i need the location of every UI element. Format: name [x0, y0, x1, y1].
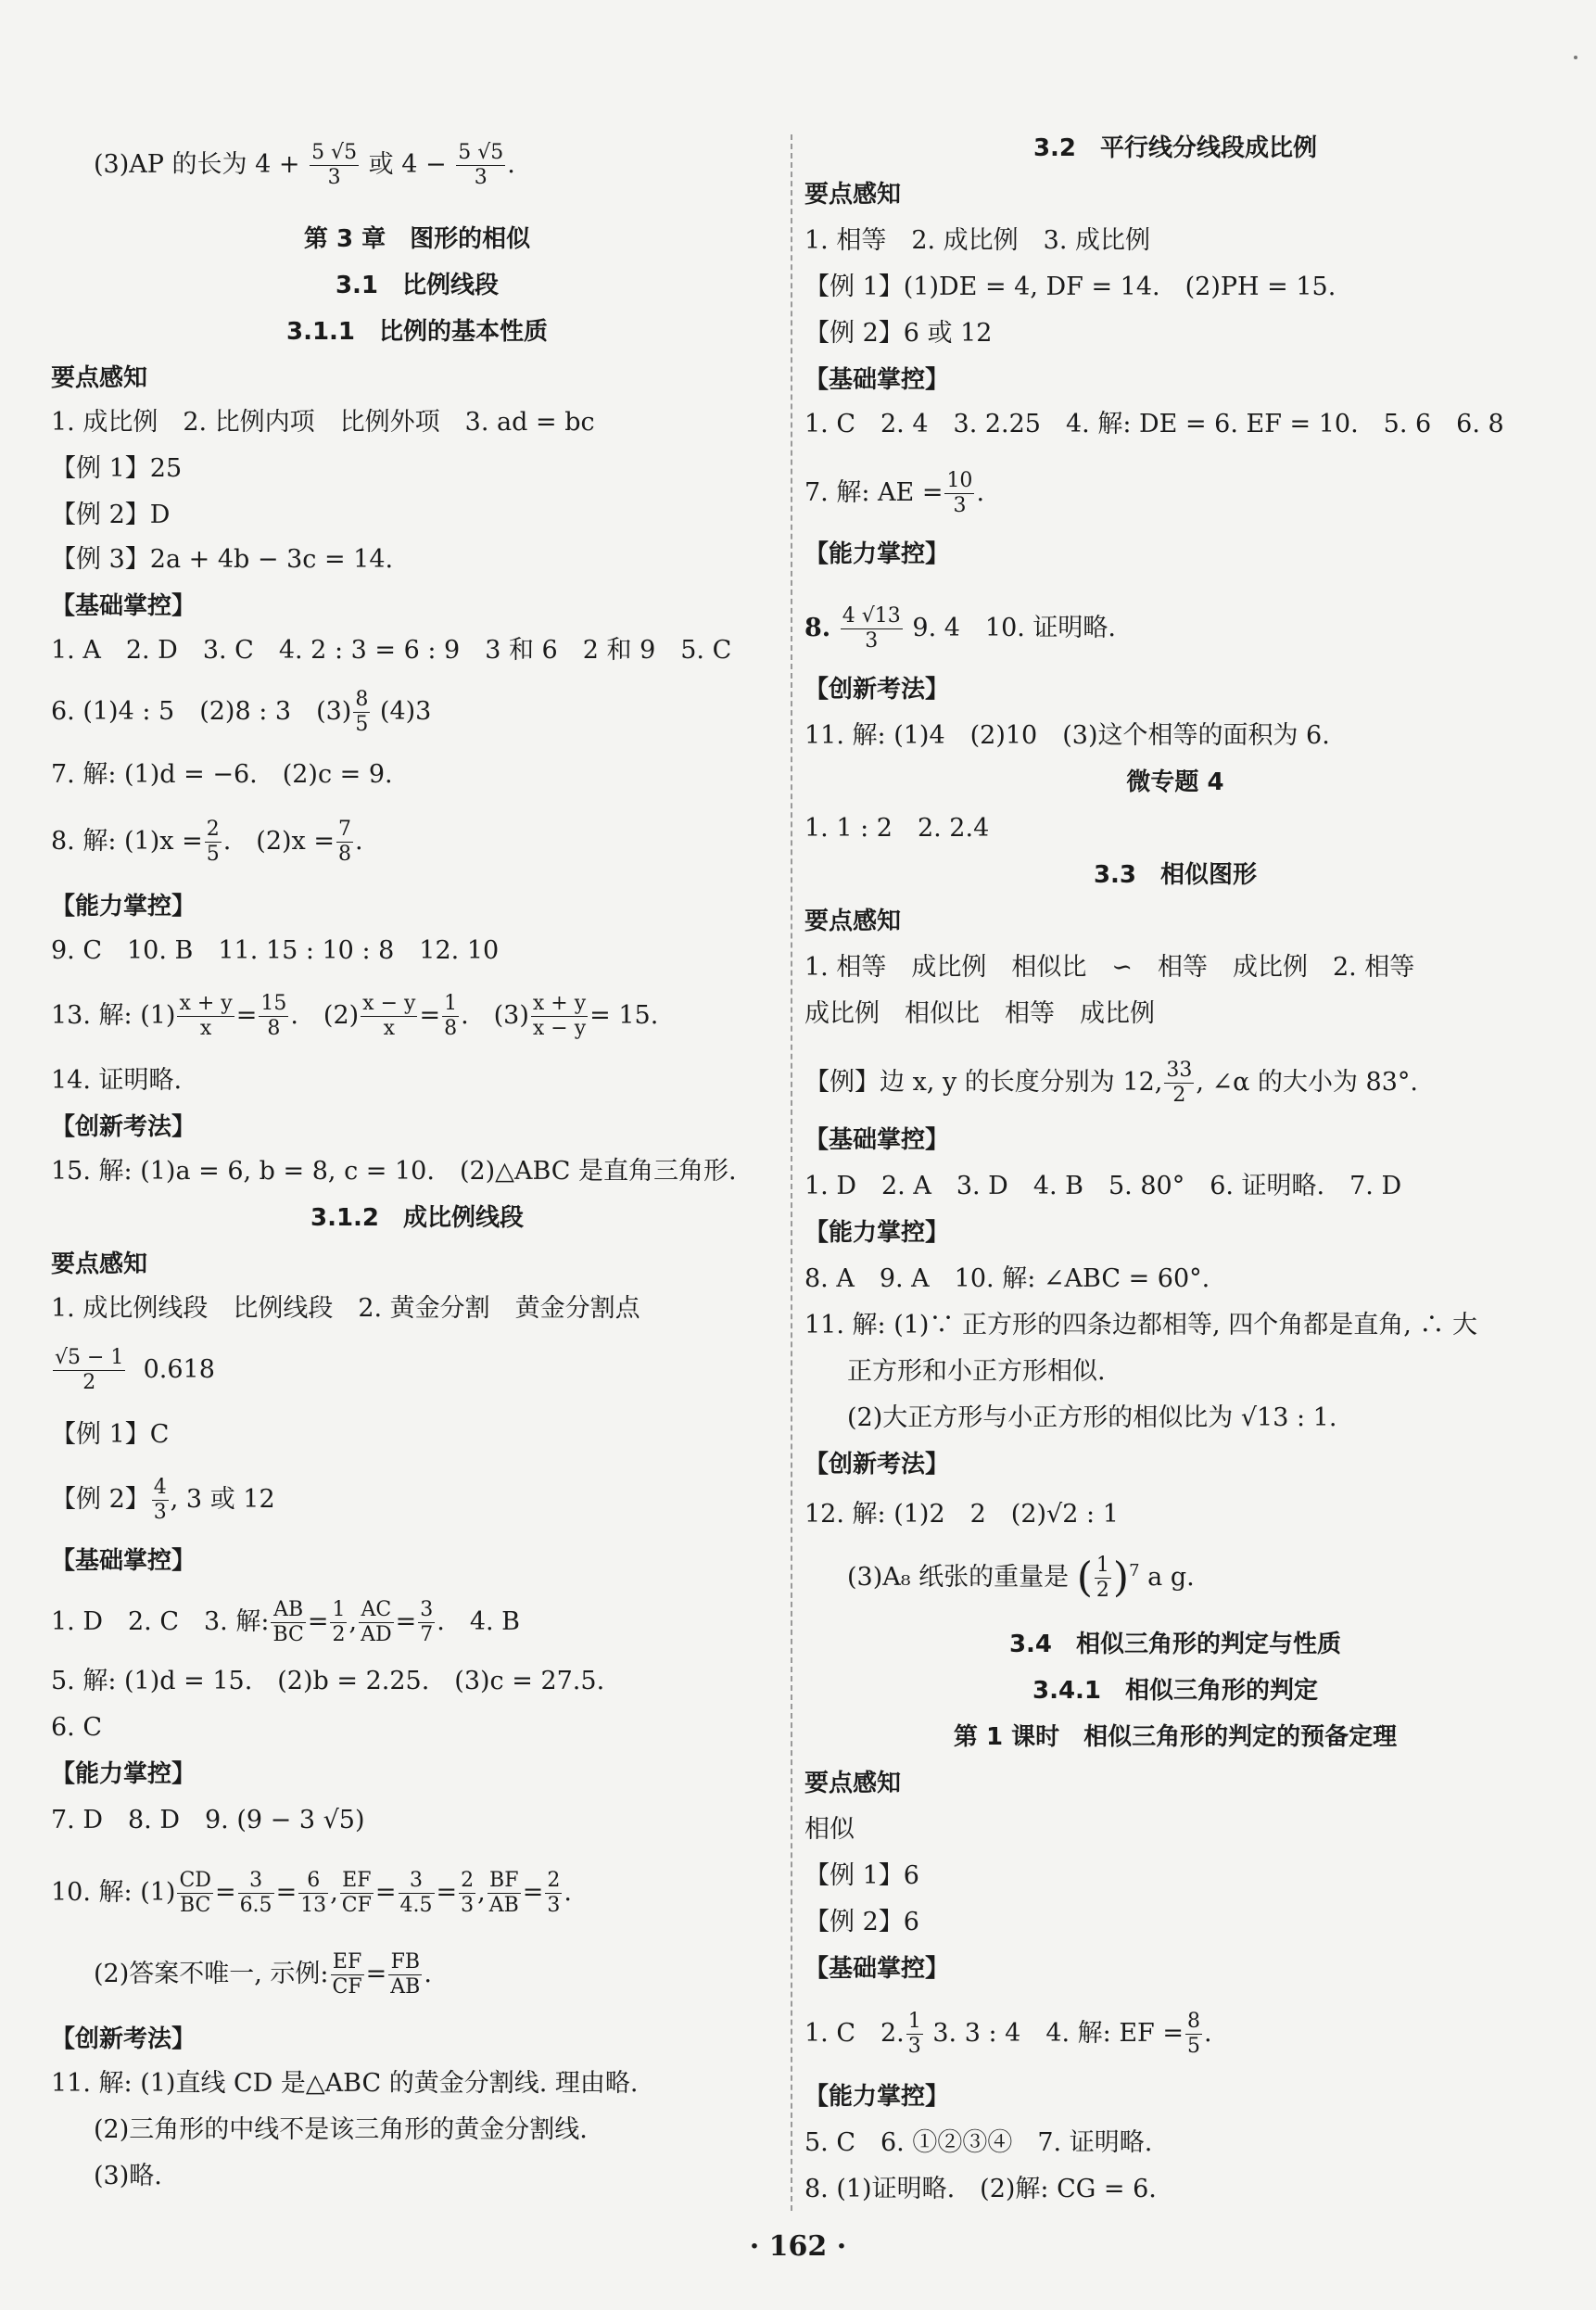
answer-line: 1. 成比例线段 比例线段 2. 黄金分割 黄金分割点: [51, 1294, 640, 1323]
heading-key-points: 要点感知: [51, 1250, 148, 1278]
answer-line: 10. 解: (1) $\frac{CD}{BC}$ = $\frac{3}{6.5}$ = $\frac{6}{13}$ , $\frac{EF}{CF}$ = $\frac{3}{4.5}$ = $\frac{2}{3}$ , $\frac{BF}{AB}$ = $\frac{2}{3}$ .: [51, 1869, 573, 1917]
answer-line: 相似: [804, 1815, 855, 1844]
answer-line: 5. C 6. ①②③④ 7. 证明略.: [804, 2128, 1153, 2157]
answer-line: 11. 解: (1)直线 CD 是△ABC 的黄金分割线. 理由略.: [51, 2069, 639, 2098]
heading-innovation: 【创新考法】: [51, 1113, 196, 1141]
answer-line: 1. 1 : 2 2. 2.4: [804, 814, 990, 843]
column-divider: [791, 134, 792, 2211]
heading-innovation: 【创新考法】: [51, 2025, 196, 2053]
answer-line: (3)A₈ 纸张的重量是 ( $\frac{1}{2}$ )$^7$ a g.: [847, 1554, 1195, 1602]
answer-line: 15. 解: (1)a = 6, b = 8, c = 10. (2)△ABC 是直角三角形.: [51, 1157, 737, 1186]
heading-ability: 【能力掌控】: [51, 1760, 196, 1788]
answer-line: 11. 解: (1)∵ 正方形的四条边都相等, 四个角都是直角, ∴ 大: [804, 1311, 1477, 1339]
answer-line: 8. (1)证明略. (2)解: CG = 6.: [804, 2175, 1157, 2203]
subsection-title: 3.4.1 相似三角形的判定: [1032, 1677, 1319, 1705]
heading-innovation: 【创新考法】: [804, 1451, 950, 1479]
answer-line: 1. D 2. A 3. D 4. B 5. 80° 6. 证明略. 7. D: [804, 1172, 1402, 1200]
answer-line: 6. C: [51, 1713, 103, 1742]
subsection-title: 3.1.1 比例的基本性质: [285, 318, 549, 346]
answer-line: 7. D 8. D 9. (9 − 3 √5): [51, 1806, 365, 1834]
heading-basic: 【基础掌控】: [804, 1126, 950, 1154]
answer-line: 8. A 9. A 10. 解: ∠ABC = 60°.: [804, 1264, 1210, 1293]
answer-line: 1. C 2. 4 3. 2.25 4. 解: DE = 6. EF = 10. 5. 6 6. 8: [804, 410, 1504, 438]
answer-line: 5. 解: (1)d = 15. (2)b = 2.25. (3)c = 27.5.: [51, 1667, 605, 1695]
answer-line: 1. A 2. D 3. C 4. 2 : 3 = 6 : 9 3 和 6 2 和 9 5. C: [51, 636, 732, 665]
heading-key-points: 要点感知: [804, 908, 902, 935]
subsection-title: 3.1.2 成比例线段: [310, 1204, 525, 1232]
answer-line: 8. $\frac{4 √13}{3}$ 9. 4 10. 证明略.: [804, 604, 1117, 653]
answer-line: 成比例 相似比 相等 成比例: [804, 999, 1155, 1028]
answer-line: 12. 解: (1)2 2 (2)√2 : 1: [804, 1500, 1119, 1529]
answer-line: (3)AP 的长为 4 + $\frac{5 √5}{3}$ 或 4 − $\frac{5 √5}{3}$ .: [94, 141, 515, 189]
section-title: 3.1 比例线段: [335, 272, 500, 299]
heading-key-points: 要点感知: [804, 181, 902, 209]
example-line: 【例 2】6 或 12: [804, 319, 993, 348]
answer-line: (3)略.: [94, 2162, 162, 2190]
example-line: 【例】边 x, y 的长度分别为 12, $\frac{33}{2}$ , ∠α 的大小为 83°.: [804, 1059, 1418, 1107]
answer-line: 7. 解: AE = $\frac{10}{3}$ .: [804, 469, 985, 517]
answer-line: (2)答案不唯一, 示例: $\frac{EF}{CF}$ = $\frac{FB}{AB}$ .: [94, 1950, 432, 1999]
answer-line: $\frac{√5 - 1}{2}$ 0.618: [55, 1346, 215, 1394]
answer-line: 14. 证明略.: [51, 1066, 183, 1095]
answer-line: 1. C 2. $\frac{1}{3}$ 3. 3 : 4 4. 解: EF = $\frac{8}{5}$ .: [804, 2010, 1212, 2058]
heading-basic: 【基础掌控】: [51, 592, 196, 620]
heading-innovation: 【创新考法】: [804, 676, 950, 704]
heading-key-points: 要点感知: [804, 1770, 902, 1797]
answer-line: 8. 解: (1)x = $\frac{2}{5}$ . (2)x = $\frac{7}{8}$ .: [51, 818, 363, 866]
example-line: 【例 2】 $\frac{4}{3}$ , 3 或 12: [51, 1476, 275, 1524]
answer-line: 9. C 10. B 11. 15 : 10 : 8 12. 10: [51, 936, 500, 965]
answer-line: 6. (1)4 : 5 (2)8 : 3 (3) $\frac{8}{5}$ (4)3: [51, 688, 432, 736]
heading-ability: 【能力掌控】: [804, 2083, 950, 2111]
scan-dot: [1574, 56, 1577, 59]
example-line: 【例 1】(1)DE = 4, DF = 14. (2)PH = 15.: [804, 273, 1336, 301]
example-line: 【例 2】6: [804, 1908, 919, 1936]
heading-basic: 【基础掌控】: [804, 1955, 950, 1983]
heading-key-points: 要点感知: [51, 364, 148, 392]
heading-ability: 【能力掌控】: [51, 893, 196, 920]
section-title: 3.4 相似三角形的判定与性质: [1008, 1631, 1342, 1658]
example-line: 【例 1】6: [804, 1861, 919, 1890]
example-line: 【例 2】D: [51, 501, 171, 529]
answer-line: 13. 解: (1) $\frac{x + y}{x}$ = $\frac{15}{8}$ . (2) $\frac{x - y}{x}$ = $\frac{1}{8}$ . (3) $\frac{x + y}{x - y}$ = 15.: [51, 992, 659, 1040]
section-title: 3.2 平行线分线段成比例: [1032, 134, 1318, 162]
answer-line: 1. 相等 成比例 相似比 ∽ 相等 成比例 2. 相等: [804, 953, 1415, 982]
heading-basic: 【基础掌控】: [51, 1547, 196, 1575]
page-number: · 162 ·: [749, 2230, 847, 2263]
answer-line: 正方形和小正方形相似.: [847, 1357, 1106, 1386]
chapter-title: 第 3 章 图形的相似: [303, 225, 531, 253]
heading-ability: 【能力掌控】: [804, 1219, 950, 1247]
section-title: 3.3 相似图形: [1093, 861, 1258, 889]
heading-basic: 【基础掌控】: [804, 366, 950, 394]
answer-line: 1. D 2. C 3. 解: $\frac{AB}{BC}$ = $\frac{1}{2}$ , $\frac{AC}{AD}$ = $\frac{3}{7}$ . 4. B: [51, 1598, 521, 1646]
answer-line: 11. 解: (1)4 (2)10 (3)这个相等的面积为 6.: [804, 721, 1330, 750]
topic-title: 微专题 4: [1126, 768, 1224, 796]
answer-line: 1. 成比例 2. 比例内项 比例外项 3. ad = bc: [51, 408, 595, 437]
example-line: 【例 3】2a + 4b − 3c = 14.: [51, 545, 394, 574]
lesson-title: 第 1 课时 相似三角形的判定的预备定理: [953, 1723, 1398, 1751]
answer-line: (2)三角形的中线不是该三角形的黄金分割线.: [94, 2115, 588, 2144]
example-line: 【例 1】C: [51, 1420, 170, 1449]
answer-line: 7. 解: (1)d = −6. (2)c = 9.: [51, 760, 393, 789]
heading-ability: 【能力掌控】: [804, 540, 950, 568]
answer-line: (2)大正方形与小正方形的相似比为 √13 : 1.: [847, 1403, 1337, 1432]
answer-line: 1. 相等 2. 成比例 3. 成比例: [804, 226, 1151, 255]
example-line: 【例 1】25: [51, 454, 183, 483]
